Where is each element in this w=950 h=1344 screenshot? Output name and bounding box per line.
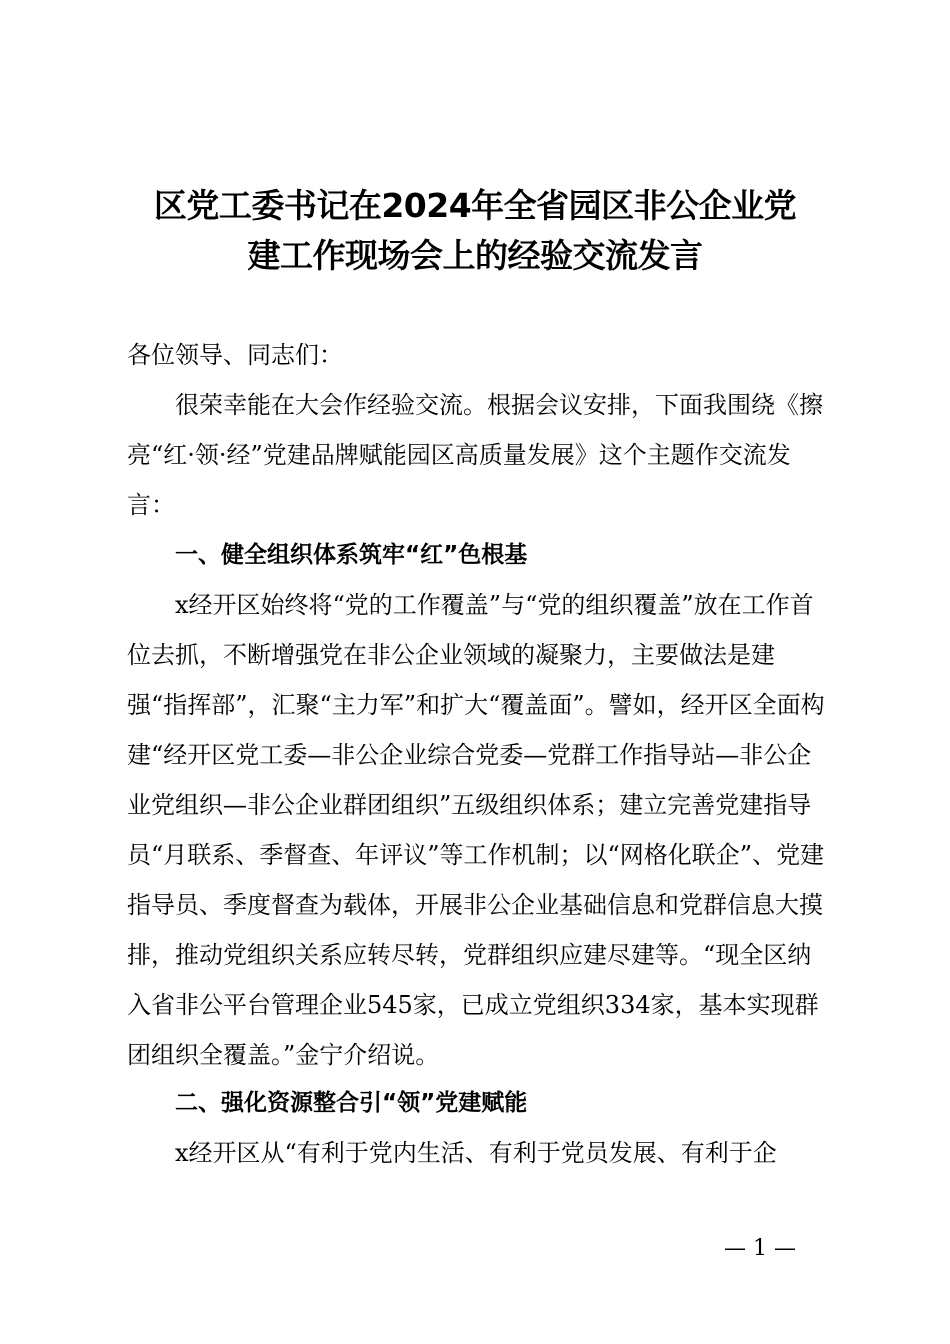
section-1-heading: 一、健全组织体系筑牢“红”色根基 [175,542,528,568]
intro-paragraph: 很荣幸能在大会作经验交流。根据会议安排，下面我围绕《擦亮“红·领·经”党建品牌赋能园区高质量发展》这个主题作交流发言： [127,391,823,519]
section-2-heading: 二、强化资源整合引“领”党建赋能 [175,1090,528,1116]
page-number: — 1 — [724,1236,796,1261]
section-1-paragraph: x经开区始终将“党的工作覆盖”与“党的组织覆盖”放在工作首位去抓，不断增强党在非公企业领域的凝聚力，主要做法是建强“指挥部”，汇聚“主力军”和扩大“覆盖面”。譬如，经开区全面构建“经开区党工委—非公企业综合党委—党群工作指导站—非公企业党组织—非公企业群团组织”五级组织体系；建立完善党建指导员“月联系、季督查、年评议”等工作机制；以“网格化联企”、党建指导员、季度督查为载体，开展非公企业基础信息和党群信息大摸排，推动党组织关系应转尽转，党群组织应建尽建等。“现全区纳入省非公平台管理企业545家，已成立党组织334家，基本实现群团组织全覆盖。”金宁介绍说。 [127,591,825,1069]
section-2-paragraph: x经开区从“有利于党内生活、有利于党员发展、有利于企 [175,1139,777,1167]
document-title-line-1: 区党工委书记在2024年全省园区非公企业党 [153,186,797,225]
salutation: 各位领导、同志们： [127,341,343,369]
document-title-line-2: 建工作现场会上的经验交流发言 [247,236,703,275]
